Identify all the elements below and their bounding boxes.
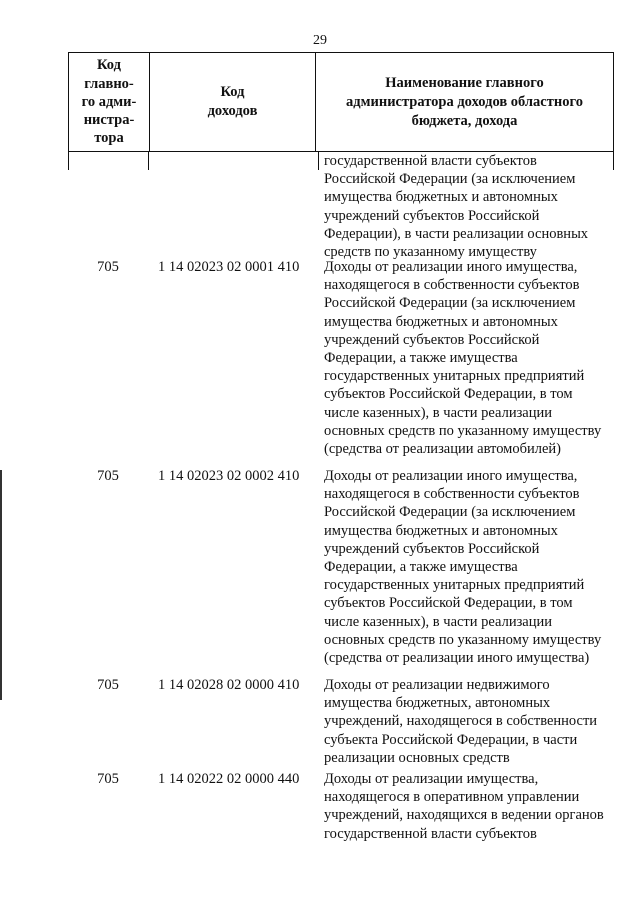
- income-description: Доходы от реализации иного имущества, находящегося в собственности субъектов Российской Федерации (за исключением имущества бюджетных и автономных учреждений субъектов Российской Федерации, а также имущества государственных унитарных предприятий субъектов Российской Федерации, в том числе казенных), в части реализации основных средств по указанному имуществу (средства от реализации иного имущества): [324, 468, 602, 667]
- income-description: Доходы от реализации иного имущества, находящегося в собственности субъектов Российской Федерации (за исключением имущества бюджетных и автономных учреждений субъектов Российской Федерации, а также имущества государственных унитарных предприятий субъектов Российской Федерации, в том числе казенных), в части реализации основных средств по указанному имуществу (средства от реализации автомобилей): [324, 259, 602, 458]
- income-code: 1 14 02023 02 0001 410: [158, 259, 300, 275]
- income-description: Доходы от реализации недвижимого имущества бюджетных, автономных учреждений, находящегося в собственности субъекта Российской Федерации, в части реализации основных средств: [324, 677, 598, 766]
- income-description: Доходы от реализации имущества, находящегося в оперативном управлении учреждений, находящихся в ведении органов государственной власти субъектов: [324, 771, 604, 842]
- income-code: 1 14 02028 02 0000 410: [158, 677, 300, 693]
- header-row: [69, 53, 614, 152]
- income-code: 1 14 02023 02 0002 410: [158, 468, 300, 484]
- column-line-left: [68, 152, 69, 170]
- header-name: [316, 53, 614, 152]
- column-line-right: [613, 152, 614, 170]
- header-income-code: [150, 53, 316, 152]
- page-number: 29: [313, 33, 327, 48]
- continuation-text: государственной власти субъектов Российской Федерации (за исключением имущества бюджетных и автономных учреждений субъектов Российской Федерации), в части реализации основных средств по указанному имуществу: [324, 153, 589, 261]
- column-line-admin: [148, 152, 149, 170]
- admin-code: 705: [97, 259, 119, 275]
- admin-code: 705: [97, 677, 119, 693]
- income-code: 1 14 02022 02 0000 440: [158, 771, 300, 787]
- scan-edge-mark: [0, 470, 2, 700]
- admin-code: 705: [97, 771, 119, 787]
- table-header: [68, 52, 614, 152]
- header-name-label: Наименование главного администратора доходов областного бюджета, дохода: [346, 74, 583, 129]
- header-admin-code-label: Код главно- го адми- нистра- тора: [81, 57, 137, 147]
- header-income-code-label: Код доходов: [207, 84, 258, 119]
- column-line-code: [318, 152, 319, 170]
- header-admin-code: [69, 53, 150, 152]
- admin-code: 705: [97, 468, 119, 484]
